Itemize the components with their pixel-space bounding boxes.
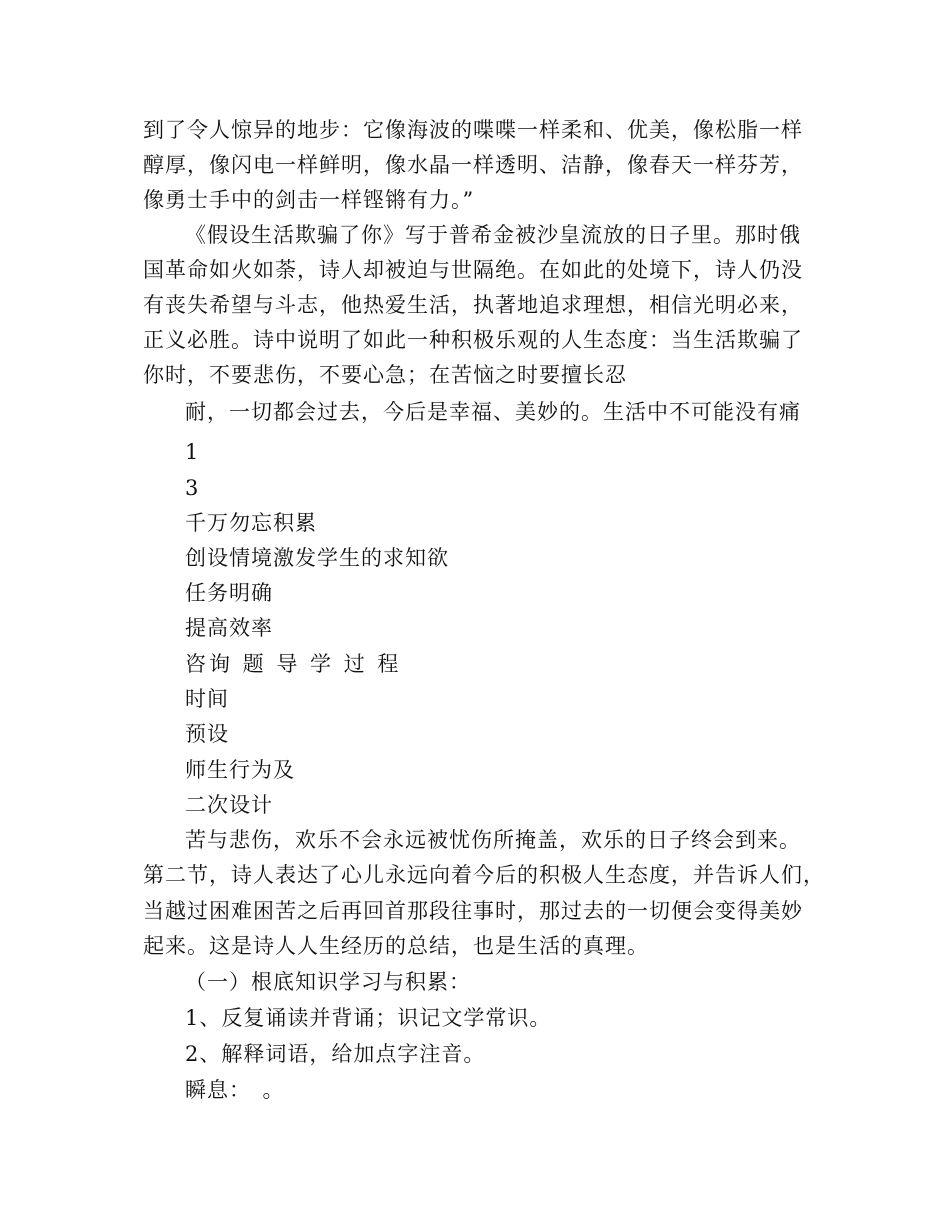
fragment-efficiency: 提高效率 bbox=[185, 616, 273, 640]
paragraph-2-line-4: 正义必胜。诗中说明了如此一种积极乐观的人生态度：当生活欺骗了 bbox=[143, 328, 803, 352]
paragraph-4-line-3: 当越过困难困苦之后再回首那段往事时，那过去的一切便会变得美妙 bbox=[143, 899, 803, 923]
fragment-behavior: 师生行为及 bbox=[185, 758, 295, 782]
paragraph-2-line-5: 你时，不要悲伤，不要心急；在苦恼之时要擅长忍 bbox=[143, 363, 627, 387]
section-heading: （一）根底知识学习与积累： bbox=[185, 970, 471, 994]
paragraph-1-line-2: 醇厚，像闪电一样鲜明，像水晶一样透明、洁静，像春天一样芬芳， bbox=[143, 153, 803, 177]
paragraph-2-line-1: 《假设生活欺骗了你》写于普希金被沙皇流放的日子里。那时俄 bbox=[185, 223, 801, 247]
fragment-task: 任务明确 bbox=[185, 581, 273, 605]
paragraph-2-line-3: 有丧失希望与斗志，他热爱生活，执著地追求理想，相信光明必来， bbox=[143, 293, 803, 317]
paragraph-4-line-2: 第二节，诗人表达了心儿永远向着今后的积极人生态度，并告诉人们， bbox=[143, 863, 825, 887]
fragment-process: 咨询 题 导 学 过 程 bbox=[185, 652, 402, 676]
paragraph-4-line-4: 起来。这是诗人人生经历的总结，也是生活的真理。 bbox=[143, 934, 649, 958]
item-3: 瞬息： 。 bbox=[185, 1078, 285, 1102]
fragment-time: 时间 bbox=[185, 687, 229, 711]
fragment-number-1: 1 bbox=[185, 440, 200, 464]
paragraph-1-line-3: 像勇士手中的剑击一样铿锵有力。” bbox=[143, 188, 475, 212]
fragment-accumulate: 千万勿忘积累 bbox=[185, 511, 317, 535]
paragraph-2-line-2: 国革命如火如荼，诗人却被迫与世隔绝。在如此的处境下，诗人仍没 bbox=[143, 258, 803, 282]
paragraph-1-line-1: 到了令人惊异的地步：它像海波的喋喋一样柔和、优美，像松脂一样 bbox=[143, 118, 803, 142]
fragment-number-3: 3 bbox=[185, 476, 200, 500]
item-2: 2、解释词语，给加点字注音。 bbox=[185, 1042, 486, 1066]
item-1: 1、反复诵读并背诵；识记文学常识。 bbox=[185, 1006, 552, 1030]
paragraph-3-line-1: 耐，一切都会过去，今后是幸福、美妙的。生活中不可能没有痛 bbox=[185, 400, 801, 424]
fragment-situation: 创设情境激发学生的求知欲 bbox=[185, 546, 449, 570]
paragraph-4-line-1: 苦与悲伤，欢乐不会永远被忧伤所掩盖，欢乐的日子终会到来。 bbox=[185, 828, 801, 852]
fragment-preset: 预设 bbox=[185, 722, 229, 746]
fragment-second-design: 二次设计 bbox=[185, 793, 273, 817]
